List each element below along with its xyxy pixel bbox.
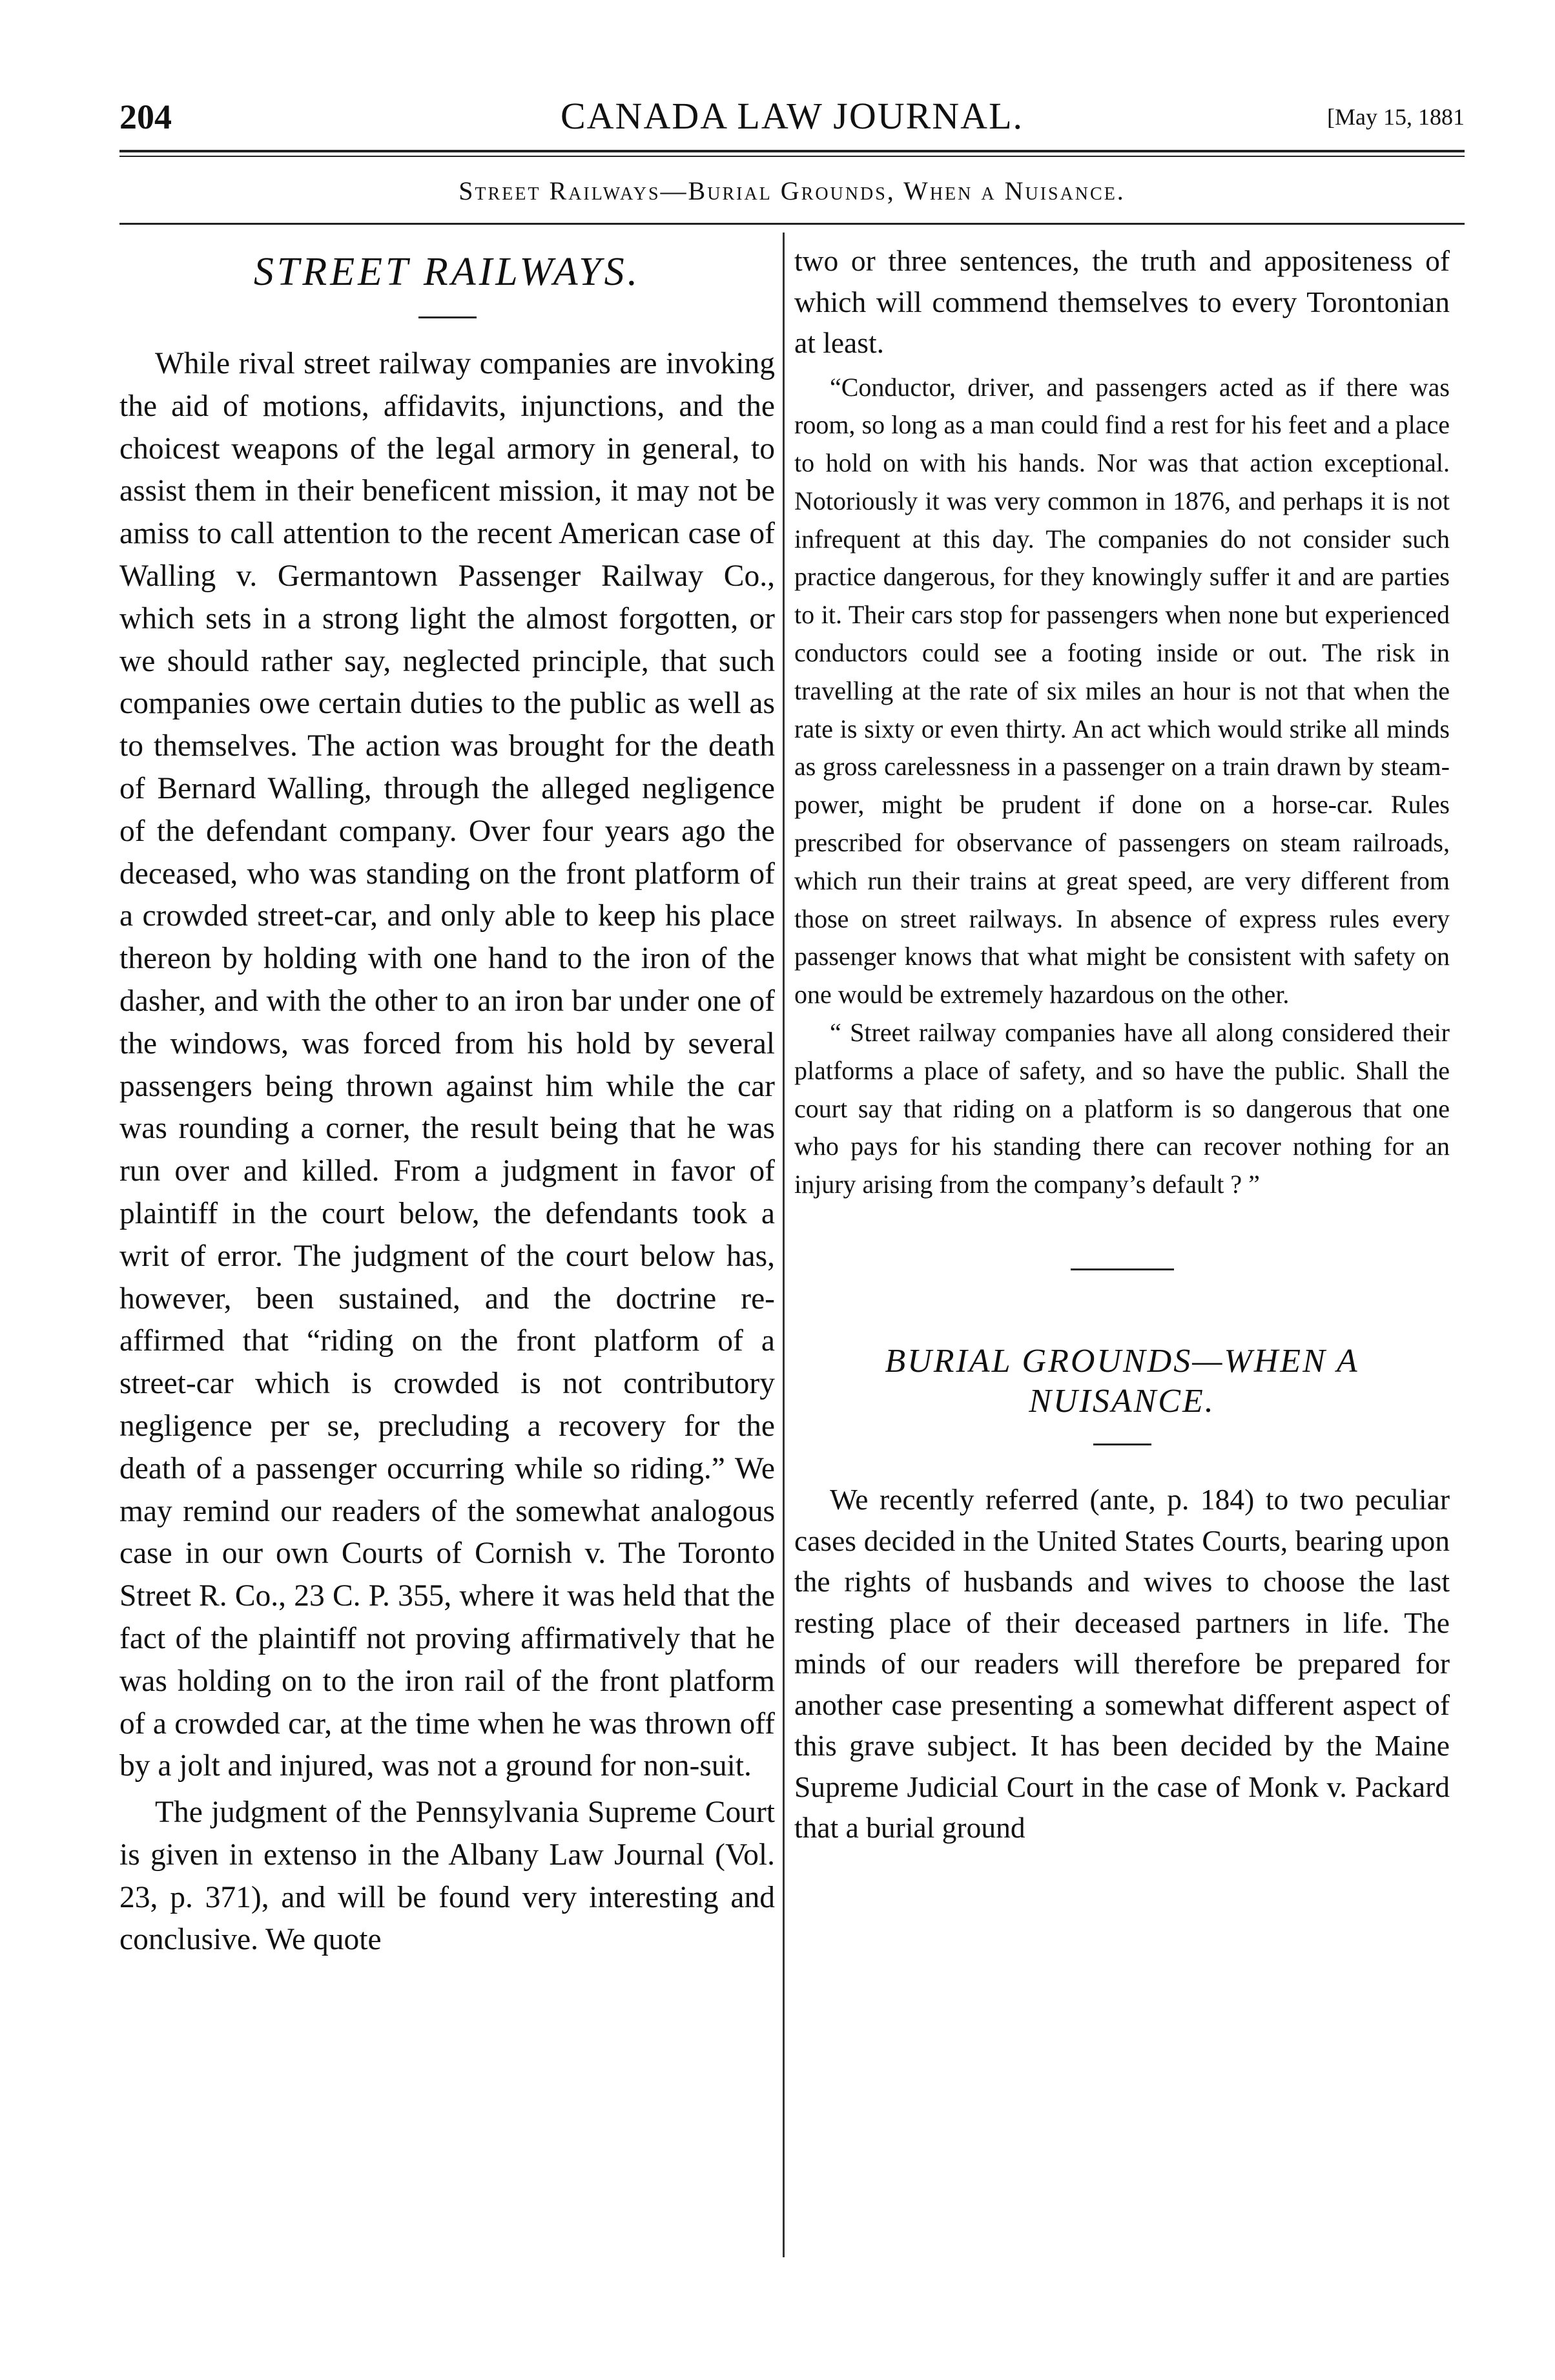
- journal-title: CANADA LAW JOURNAL.: [560, 95, 1024, 137]
- burial-title-rule: [1093, 1444, 1151, 1445]
- page-subheading: Street Railways—Burial Grounds, When a Nuisance.: [458, 176, 1126, 205]
- burial-grounds-title-line-1: BURIAL GROUNDS—WHEN A: [885, 1343, 1359, 1380]
- left-column: [119, 239, 775, 2251]
- subheading-rule: [119, 223, 1465, 225]
- burial-grounds-title: [794, 1341, 1450, 1422]
- street-railways-paragraph-2: The judgment of the Pennsylvania Supreme Court is given in extenso in the Albany Law Journal (Vol. 23, p. 371), and will be found very interesting and conclusive. We quote: [119, 1795, 775, 1957]
- column-divider: [783, 233, 785, 2257]
- running-head: [119, 90, 1465, 142]
- page-number: 204: [119, 98, 172, 136]
- street-railways-paragraph-2-continued: two or three sentences, the truth and appositeness of which will commend themselves to every Torontonian at least.: [794, 244, 1450, 359]
- street-railways-title: STREET RAILWAYS.: [253, 250, 641, 294]
- court-quote-1: “Conductor, driver, and passengers acted as if there was room, so long as a man could find a rest for his feet and a place to hold on with his hands. Nor was that action exceptional. Notoriously it was very common in 1876, and perhaps it is not infrequent at this day. The companies do not consider such practice dangerous, for they knowingly suffer it and are parties to it. Their cars stop for passengers when none but experienced conductors could see a footing inside or out. The risk in travelling at the rate of six miles an hour is not that when the rate is sixty or even thirty. An act which would strike all minds as gross carelessness in a passenger on a train drawn by steam-power, might be prudent if done on a horse-car. Rules prescribed for observance of passengers on steam railroads, which run their trains at great speed, are very different from those on street railways. In absence of express rules every passenger knows that what might be consistent with safety on one would be extremely hazardous on the other.: [794, 372, 1450, 1009]
- issue-date: [May 15, 1881: [1327, 104, 1465, 130]
- header-rule-bottom: [119, 156, 1465, 157]
- street-railways-paragraph-1: While rival street railway companies are invoking the aid of motions, affidavits, injunctions, and the choicest weapons of the legal armory in general, to assist them in their beneficent mission, it may not be amiss to call attention to the recent American case of Walling v. Germantown Passenger Railway Co., which sets in a strong light the almost forgotten, or we should rather say, neglected principle, that such companies owe certain duties to the public as well as to themselves. The action was brought for the death of Bernard Walling, through the alleged negligence of the defendant company. Over four years ago the deceased, who was standing on the front platform of a crowded street-car, and only able to keep his place thereon by holding with one hand to the iron of the dasher, and with the other to an iron bar under one of the windows, was forced from his hold by several passengers being thrown against him while the car was rounding a corner, the result being that he was run over and killed. From a judgment in favor of plaintiff in the court below, the defendants took a writ of error. The judgment of the court below has, however, been sustained, and the doctrine re-affirmed that “riding on the front platform of a street-car which is crowded is not contributory negligence per se, precluding a recovery for the death of a passenger occurring while so riding.” We may remind our readers of the somewhat analogous case in our own Courts of Cornish v. The Toronto Street R. Co., 23 C. P. 355, where it was held that the fact of the plaintiff not proving affirmatively that he was holding on to the iron rail of the front platform of a crowded car, at the time when he was thrown off by a jolt and injured, was not a ground for non-suit.: [119, 347, 775, 1783]
- right-column: [794, 239, 1450, 2251]
- header-rule-top: [119, 150, 1465, 152]
- title-rule: [418, 316, 477, 318]
- burial-grounds-paragraph-1: We recently referred (ante, p. 184) to two peculiar cases decided in the United States Courts, bearing upon the rights of husbands and wives to choose the last resting place of their deceased partners in life. The minds of our readers will therefore be prepared for another case presenting a somewhat different aspect of this grave subject. It has been decided by the Maine Supreme Judicial Court in the case of Monk v. Packard that a burial ground: [794, 1483, 1450, 1845]
- court-quote-2: “ Street railway companies have all along considered their platforms a place of safety, and so have the public. Shall the court say that riding on a platform is so dangerous that one who pays for his standing there can recover nothing for an injury arising from the company’s default ? ”: [794, 1018, 1450, 1199]
- burial-grounds-title-line-2: NUISANCE.: [1029, 1383, 1215, 1420]
- section-separator-rule: [1071, 1268, 1174, 1270]
